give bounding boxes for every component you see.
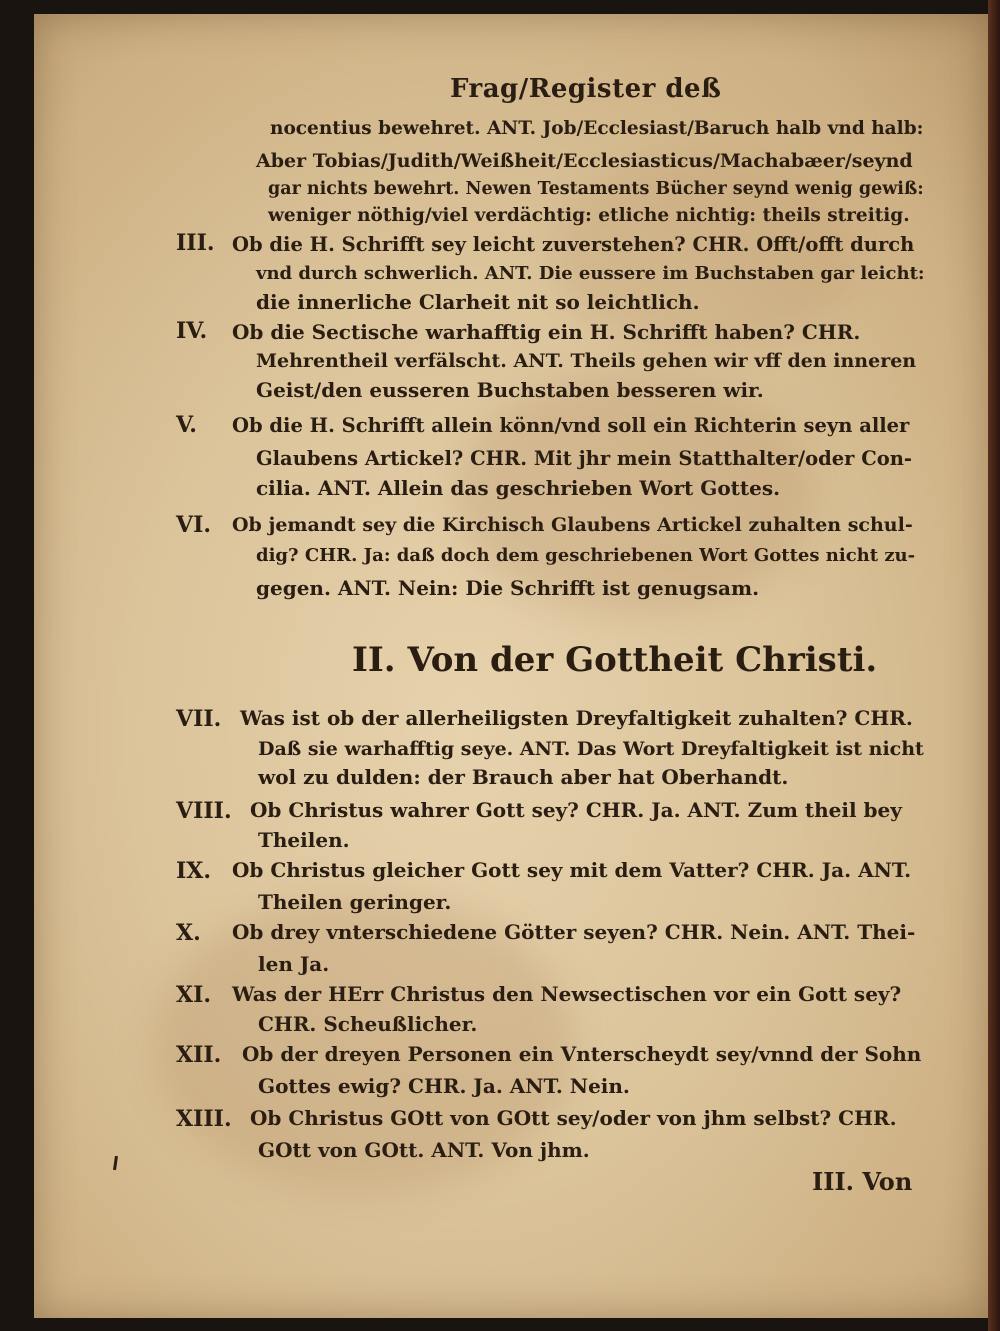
- text-line: CHR. Scheußlicher.: [258, 1012, 478, 1036]
- text-line: GOtt von GOtt. ANT. Von jhm.: [258, 1138, 590, 1162]
- text-line: nocentius bewehret. ANT. Job/Ecclesiast/Baruch halb vnd halb:: [270, 118, 924, 139]
- text-line: Geist/den eusseren Buchstaben besseren wir.: [256, 378, 764, 402]
- entry-number: VI.: [176, 512, 212, 538]
- text-line: Was ist ob der allerheiligsten Dreyfaltigkeit zuhalten? CHR.: [240, 706, 913, 730]
- text-line: Ob Christus GOtt von GOtt sey/oder von jhm selbst? CHR.: [250, 1106, 897, 1130]
- text-line: Ob die Sectische warhafftig ein H. Schrifft haben? CHR.: [232, 320, 861, 344]
- text-line: wol zu dulden: der Brauch aber hat Oberhandt.: [258, 765, 789, 789]
- entry-number: V.: [176, 412, 197, 438]
- text-line: len Ja.: [258, 952, 330, 976]
- text-line: Theilen.: [258, 828, 350, 852]
- text-line: Mehrentheil verfälscht. ANT. Theils gehen wir vff den inneren: [256, 350, 917, 372]
- text-line: Daß sie warhafftig seye. ANT. Das Wort Dreyfaltigkeit ist nicht: [258, 738, 924, 760]
- entry-number: XII.: [176, 1042, 222, 1068]
- entry-number: XIII.: [176, 1106, 232, 1132]
- text-line: vnd durch schwerlich. ANT. Die eussere im Buchstaben gar leicht:: [256, 263, 925, 284]
- section-heading: II. Von der Gottheit Christi.: [352, 640, 878, 680]
- text-line: Ob die H. Schrifft allein könn/vnd soll ein Richterin seyn aller: [232, 414, 910, 437]
- text-line: Glaubens Artickel? CHR. Mit jhr mein Statthalter/oder Con-: [256, 447, 912, 470]
- catchword: III. Von: [812, 1167, 913, 1196]
- entry-number: XI.: [176, 982, 212, 1008]
- entry-number: VII.: [176, 706, 222, 732]
- entry-number: IV.: [176, 318, 208, 344]
- text-line: Was der HErr Christus den Newsectischen vor ein Gott sey?: [232, 982, 902, 1006]
- text-line: die innerliche Clarheit nit so leichtlich.: [256, 290, 700, 314]
- text-line: Ob Christus wahrer Gott sey? CHR. Ja. ANT. Zum theil bey: [250, 798, 902, 822]
- text-line: Gottes ewig? CHR. Ja. ANT. Nein.: [258, 1074, 630, 1098]
- binding-edge: [988, 0, 1000, 1331]
- entry-number: IX.: [176, 858, 212, 884]
- entry-number: VIII.: [176, 798, 232, 824]
- text-line: weniger nöthig/viel verdächtig: etliche nichtig: theils streitig.: [268, 205, 910, 226]
- entry-number: X.: [176, 920, 201, 946]
- entry-number: III.: [176, 230, 215, 256]
- text-line: Ob jemandt sey die Kirchisch Glaubens Artickel zuhalten schul-: [232, 514, 913, 536]
- text-line: gegen. ANT. Nein: Die Schrifft ist genugsam.: [256, 576, 760, 600]
- text-line: Ob drey vnterschiedene Götter seyen? CHR. Nein. ANT. Thei-: [232, 920, 916, 944]
- text-line: Theilen geringer.: [258, 890, 452, 914]
- text-line: Ob der dreyen Personen ein Vnterscheydt sey/vnnd der Sohn: [242, 1042, 922, 1066]
- text-line: dig? CHR. Ja: daß doch dem geschriebenen Wort Gottes nicht zu-: [256, 545, 916, 566]
- text-line: gar nichts bewehrt. Newen Testaments Bücher seynd wenig gewiß:: [268, 179, 924, 199]
- text-line: Ob die H. Schrifft sey leicht zuverstehen? CHR. Offt/offt durch: [232, 233, 915, 256]
- running-header: Frag/Register deß: [450, 74, 722, 104]
- text-line: Ob Christus gleicher Gott sey mit dem Vatter? CHR. Ja. ANT.: [232, 858, 912, 882]
- text-line: cilia. ANT. Allein das geschrieben Wort Gottes.: [256, 476, 781, 500]
- text-line: Aber Tobias/Judith/Weißheit/Ecclesiasticus/Machabæer/seynd: [256, 150, 913, 172]
